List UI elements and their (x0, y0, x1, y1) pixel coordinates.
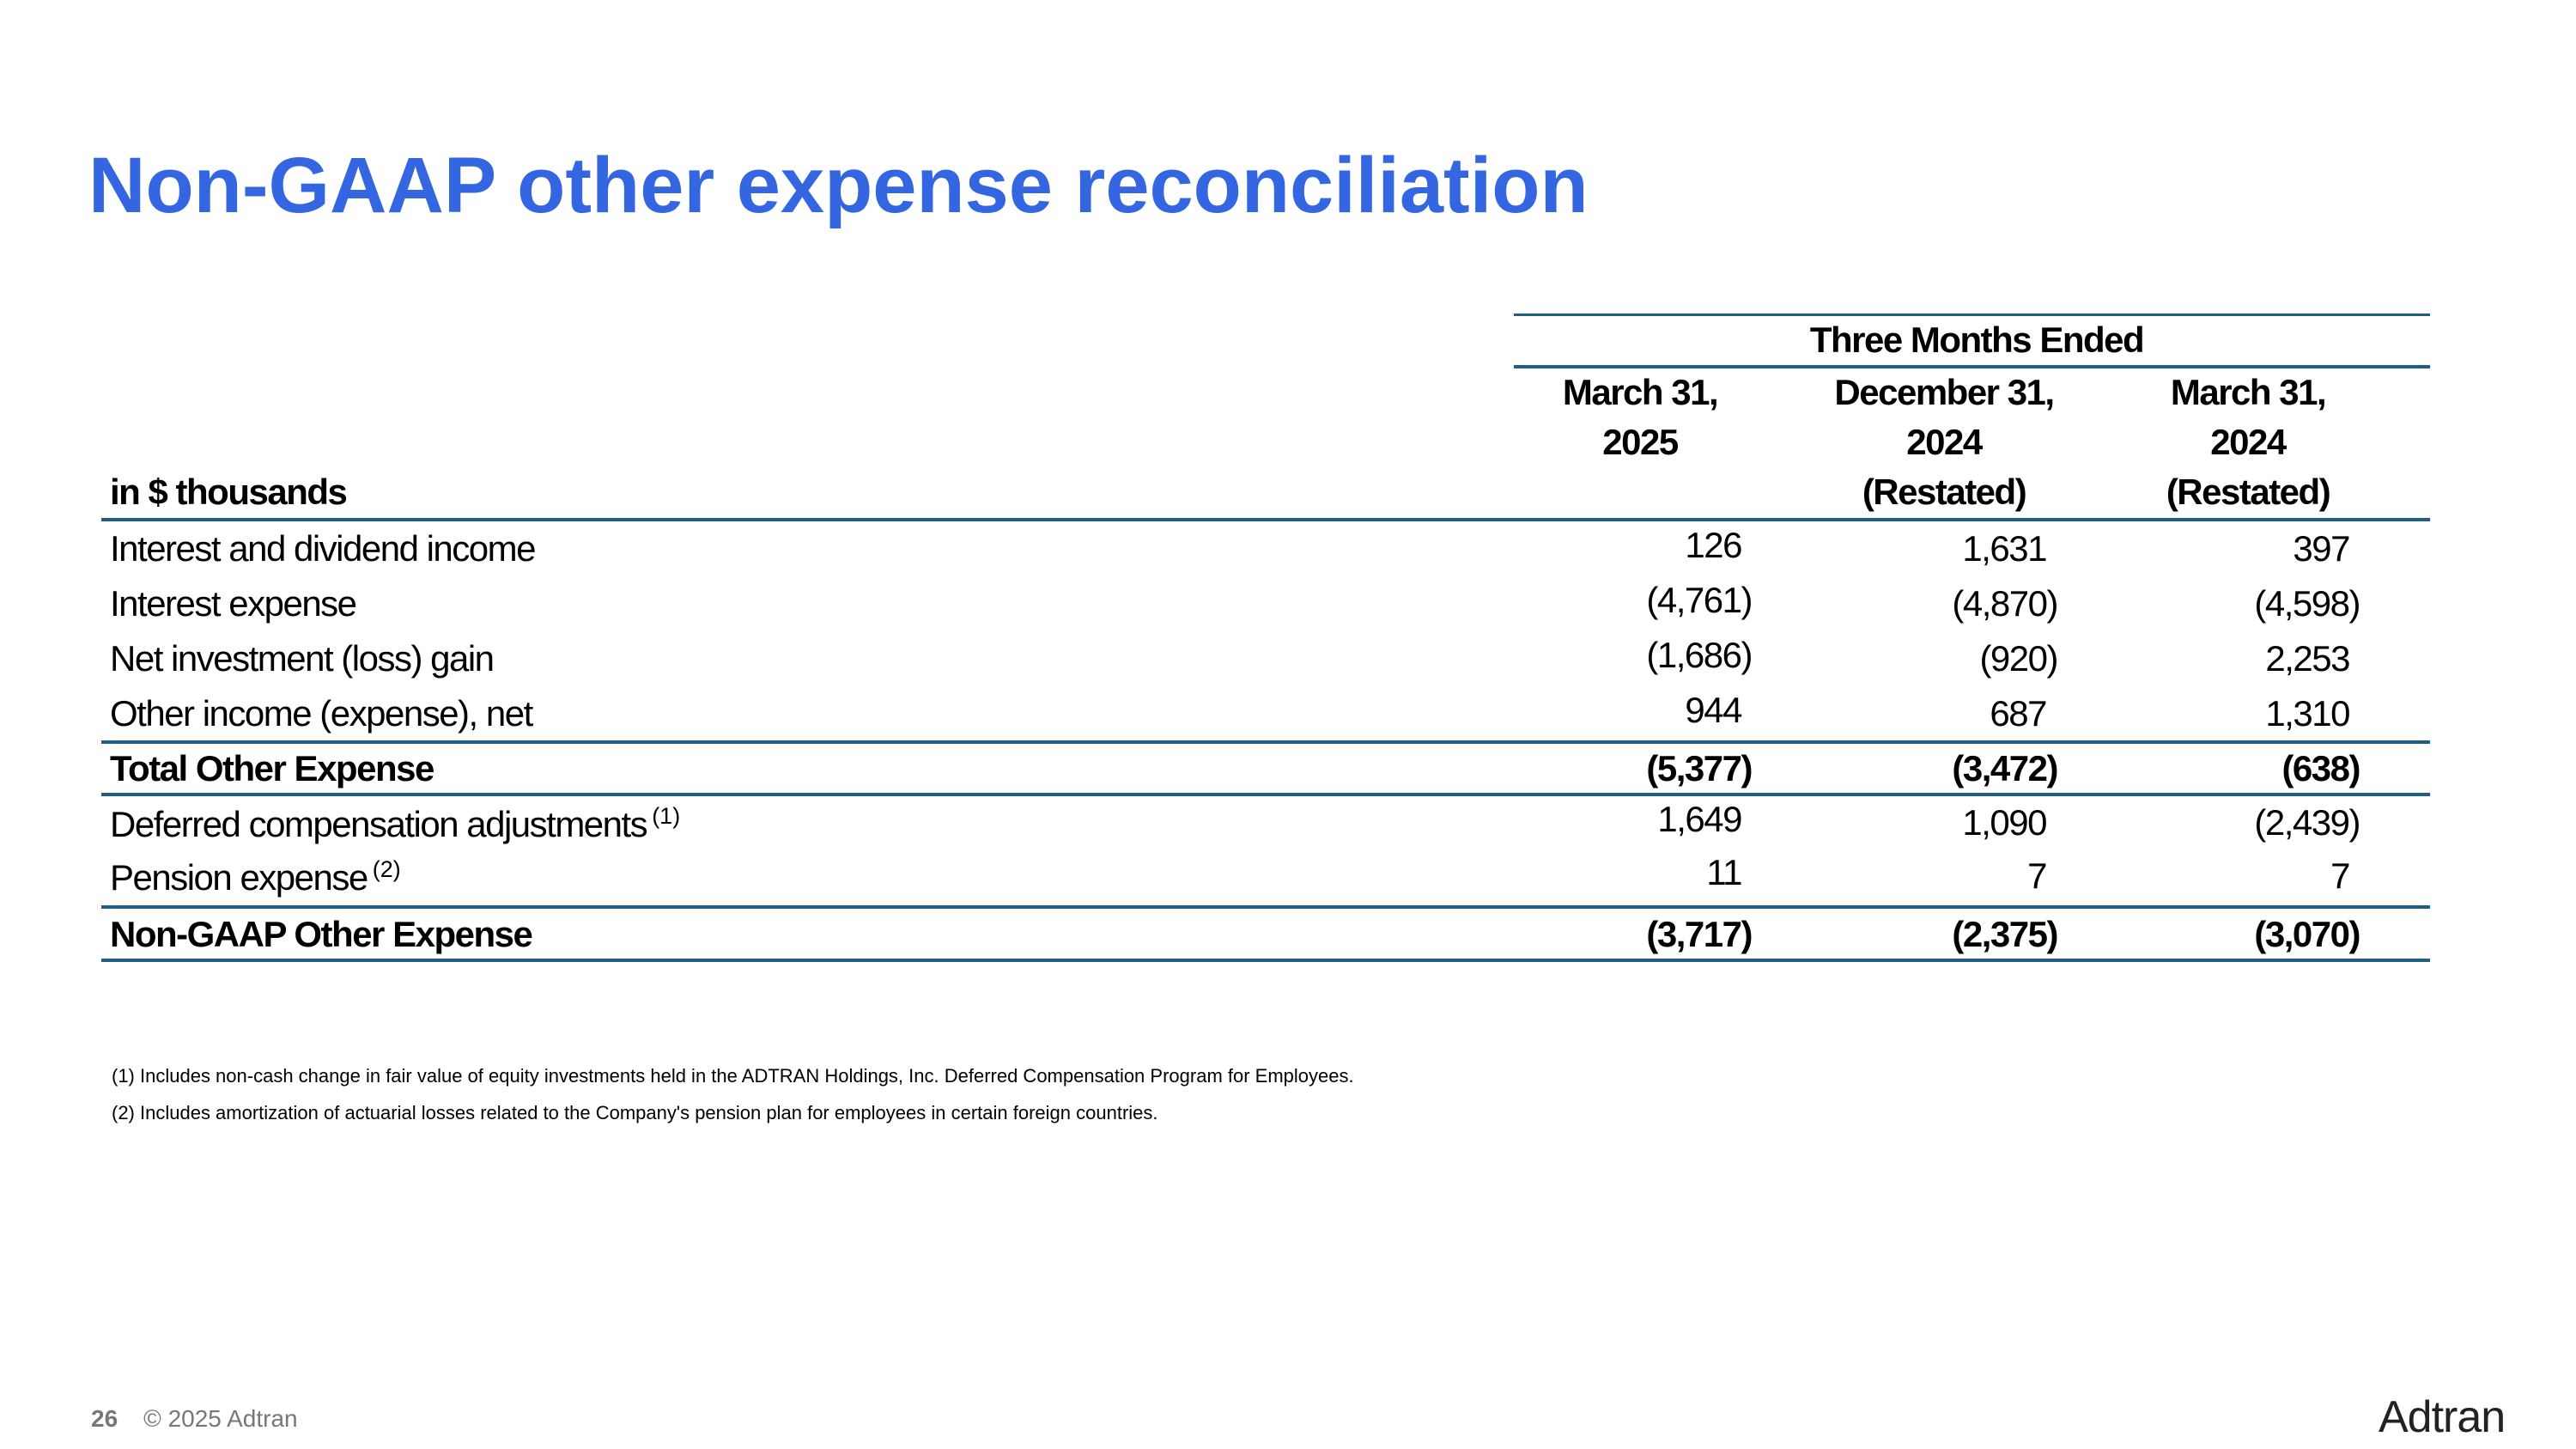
adjustment-label (110, 858, 401, 896)
rule-top (1514, 314, 2430, 316)
adjustment-value: 7 (2027, 855, 2046, 896)
copyright: © 2025 Adtran (143, 1405, 298, 1432)
row-value: 397 (2293, 528, 2349, 569)
rule-total-bottom (101, 793, 2430, 796)
col2-line1: December 31, (1834, 372, 2054, 412)
row-value: (1,686) (1646, 635, 1752, 675)
adjustment-label-text: Pension expense (110, 857, 368, 898)
row-value: 1,631 (1962, 528, 2046, 569)
col3-line2: 2024 (2210, 422, 2286, 462)
row-value: 2,253 (2265, 638, 2349, 679)
non-gaap-value: (3,070) (2254, 914, 2360, 954)
page-number: 26 (91, 1405, 118, 1432)
row-label: Other income (expense), net (110, 693, 532, 734)
page-title: Non-GAAP other expense reconciliation (88, 142, 1589, 229)
rule-header (101, 518, 2430, 521)
units-label: in $ thousands (110, 472, 347, 512)
col1-line1: March 31, (1562, 372, 1718, 412)
rule-group (1514, 365, 2430, 368)
total-other-value: (3,472) (1952, 748, 2057, 788)
col3-line1: March 31, (2170, 372, 2326, 412)
non-gaap-label: Non-GAAP Other Expense (110, 914, 532, 954)
row-value: 687 (1990, 693, 2046, 734)
row-label: Interest expense (110, 583, 356, 624)
non-gaap-value: (3,717) (1646, 914, 1752, 954)
adjustment-label (110, 805, 680, 843)
row-label: Net investment (loss) gain (110, 638, 494, 679)
adjustment-label-text: Deferred compensation adjustments (110, 804, 647, 844)
col1-line2: 2025 (1602, 422, 1678, 462)
col2-line2: 2024 (1906, 422, 1982, 462)
row-value: 944 (1685, 690, 1741, 730)
adjustment-value: 1,090 (1962, 802, 2046, 843)
row-value: 1,310 (2265, 693, 2349, 734)
footnote-1: (1) Includes non-cash change in fair value of equity investments held in the ADTRAN Holdings, Inc. Deferred Compensation Program for Employees. (112, 1065, 1354, 1087)
row-value: (4,761) (1646, 580, 1752, 620)
footnote-ref: (2) (372, 856, 401, 882)
row-value: 126 (1685, 525, 1741, 565)
row-value: (4,870) (1952, 583, 2057, 624)
rule-nongaap-top (101, 905, 2430, 909)
adtran-logo: Adtran (2379, 1392, 2506, 1442)
row-label: Interest and dividend income (110, 528, 535, 569)
footnote-2: (2) Includes amortization of actuarial losses related to the Company's pension plan for employees in certain foreign countries. (112, 1102, 1158, 1123)
adjustment-value: 1,649 (1657, 799, 1741, 839)
total-other-label: Total Other Expense (110, 748, 434, 788)
row-value: (4,598) (2254, 583, 2360, 624)
non-gaap-value: (2,375) (1952, 914, 2057, 954)
adjustment-value: 11 (1706, 852, 1741, 892)
total-other-value: (5,377) (1646, 748, 1752, 788)
col3-line3: (Restated) (2166, 472, 2330, 512)
rule-nongaap-bottom (101, 959, 2430, 962)
col2-line3: (Restated) (1862, 472, 2026, 512)
rule-total-top (101, 740, 2430, 744)
footnote-ref: (1) (652, 803, 681, 829)
footer (91, 1405, 298, 1433)
adjustment-value: (2,439) (2254, 802, 2360, 843)
adjustment-value: 7 (2330, 855, 2349, 896)
row-value: (920) (1979, 638, 2057, 679)
total-other-value: (638) (2281, 748, 2360, 788)
group-header: Three Months Ended (1809, 320, 2144, 360)
